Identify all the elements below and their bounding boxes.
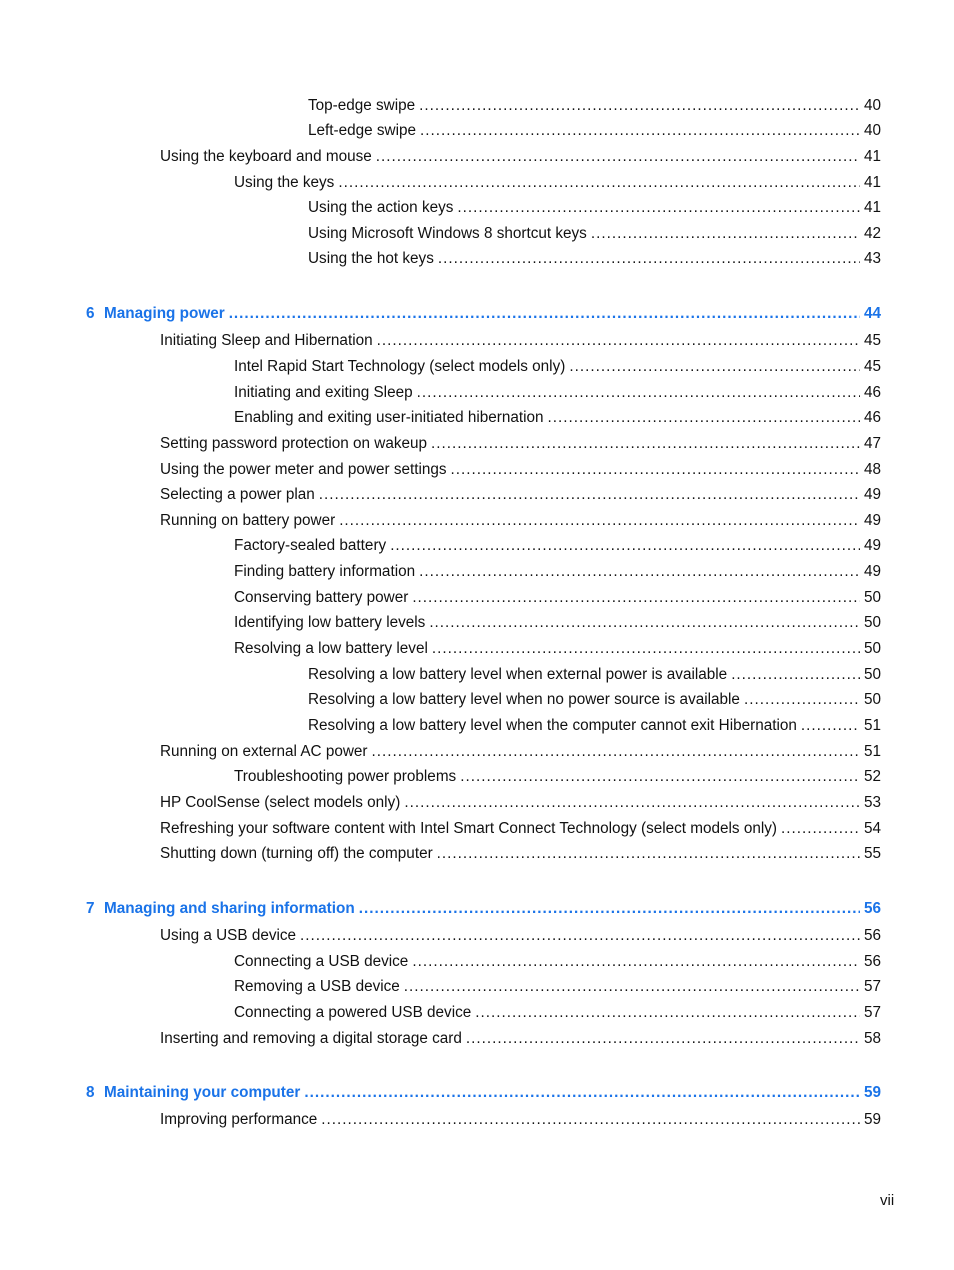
toc-entry-page: 41 xyxy=(863,148,881,165)
dot-leader xyxy=(359,899,860,919)
toc-entry-title: Improving performance xyxy=(160,1111,318,1128)
dot-leader xyxy=(437,844,860,864)
dot-leader xyxy=(548,408,860,428)
toc-entry[interactable] xyxy=(160,147,881,167)
dot-leader xyxy=(475,1003,860,1023)
dot-leader xyxy=(419,562,860,582)
toc-entry-page: 57 xyxy=(863,978,881,995)
toc-entry-page: 43 xyxy=(863,250,881,267)
toc-entry[interactable] xyxy=(160,511,881,531)
toc-entry[interactable] xyxy=(160,819,881,839)
dot-leader xyxy=(300,926,860,946)
toc-entry[interactable] xyxy=(160,434,881,454)
toc-entry-title: HP CoolSense (select models only) xyxy=(160,794,401,811)
chapter-number: 7 xyxy=(86,900,95,917)
toc-entry-title: Using the hot keys xyxy=(308,250,434,267)
toc-entry-title: Initiating and exiting Sleep xyxy=(234,384,413,401)
toc-chapter-page: 56 xyxy=(863,900,881,917)
toc-entry-title: Finding battery information xyxy=(234,563,416,580)
dot-leader xyxy=(304,1083,860,1103)
dot-leader xyxy=(412,952,860,972)
toc-entry-page: 41 xyxy=(863,174,881,191)
toc-entry-title: Identifying low battery levels xyxy=(234,614,426,631)
toc-entry[interactable] xyxy=(234,408,881,428)
toc-entry[interactable] xyxy=(234,767,881,787)
toc-entry-page: 42 xyxy=(863,225,881,242)
toc-chapter-title xyxy=(86,304,229,324)
toc-entry[interactable] xyxy=(160,926,881,946)
dot-leader xyxy=(338,173,860,193)
toc-entry-page: 48 xyxy=(863,461,881,478)
toc-entry[interactable] xyxy=(160,742,881,762)
chapter-title-text: Managing power xyxy=(104,305,225,322)
toc-entry-page: 46 xyxy=(863,409,881,426)
toc-entry[interactable] xyxy=(308,716,881,736)
dot-leader xyxy=(376,147,860,167)
toc-chapter-6[interactable] xyxy=(86,304,881,324)
dot-leader xyxy=(429,613,860,633)
toc-entry-page: 56 xyxy=(863,927,881,944)
toc-entry[interactable] xyxy=(234,977,881,997)
dot-leader xyxy=(420,121,860,141)
toc-entry[interactable] xyxy=(308,665,881,685)
toc-entry[interactable] xyxy=(308,121,881,141)
toc-entry-page: 46 xyxy=(863,384,881,401)
toc-entry-title: Setting password protection on wakeup xyxy=(160,435,428,452)
toc-entry-page: 51 xyxy=(863,717,881,734)
toc-entry[interactable] xyxy=(160,793,881,813)
dot-leader xyxy=(419,96,860,116)
toc-entry[interactable] xyxy=(160,460,881,480)
toc-entry-title: Removing a USB device xyxy=(234,978,400,995)
toc-entry-title: Using the keys xyxy=(234,174,335,191)
toc-entry-title: Selecting a power plan xyxy=(160,486,315,503)
toc-entry-title: Using a USB device xyxy=(160,927,297,944)
toc-entry-title: Refreshing your software content with Intel Smart Connect Technology (select models only) xyxy=(160,820,777,837)
chapter-number: 6 xyxy=(86,305,95,322)
toc-entry[interactable] xyxy=(234,613,881,633)
toc-entry-page: 55 xyxy=(863,845,881,862)
toc-chapter-8[interactable] xyxy=(86,1083,881,1103)
toc-entry-title: Connecting a powered USB device xyxy=(234,1004,472,1021)
toc-entry-title: Enabling and exiting user-initiated hibernation xyxy=(234,409,544,426)
toc-entry-title: Running on battery power xyxy=(160,512,336,529)
toc-entry-page: 49 xyxy=(863,512,881,529)
toc-entry-page: 54 xyxy=(863,820,881,837)
toc-entry-page: 47 xyxy=(863,435,881,452)
toc-entry-page: 40 xyxy=(863,97,881,114)
toc-entry-title: Left-edge swipe xyxy=(308,122,416,139)
toc-entry-page: 41 xyxy=(863,199,881,216)
toc-entry-title: Troubleshooting power problems xyxy=(234,768,457,785)
chapter-title-text: Maintaining your computer xyxy=(104,1084,301,1101)
toc-entry-title: Factory-sealed battery xyxy=(234,537,387,554)
dot-leader xyxy=(460,767,860,787)
toc-entry[interactable] xyxy=(160,1029,881,1049)
toc-entry[interactable] xyxy=(234,588,881,608)
toc-entry[interactable] xyxy=(234,1003,881,1023)
toc-entry-title: Conserving battery power xyxy=(234,589,409,606)
toc-entry-page: 51 xyxy=(863,743,881,760)
dot-leader xyxy=(457,198,860,218)
toc-entry-page: 50 xyxy=(863,589,881,606)
toc-entry[interactable] xyxy=(308,249,881,269)
toc-entry[interactable] xyxy=(234,357,881,377)
toc-entry[interactable] xyxy=(234,383,881,403)
toc-entry-title: Connecting a USB device xyxy=(234,953,409,970)
toc-entry-page: 40 xyxy=(863,122,881,139)
toc-entry-title: Resolving a low battery level xyxy=(234,640,428,657)
dot-leader xyxy=(781,819,860,839)
toc-entry-title: Top-edge swipe xyxy=(308,97,416,114)
dot-leader xyxy=(229,304,860,324)
dot-leader xyxy=(339,511,860,531)
dot-leader xyxy=(431,434,860,454)
toc-entry-title: Intel Rapid Start Technology (select models only) xyxy=(234,358,566,375)
toc-entry[interactable] xyxy=(308,198,881,218)
dot-leader xyxy=(744,690,860,710)
chapter-number: 8 xyxy=(86,1084,95,1101)
toc-entry[interactable] xyxy=(234,536,881,556)
toc-entry-title: Resolving a low battery level when no power source is available xyxy=(308,691,740,708)
dot-leader xyxy=(432,639,860,659)
toc-entry-title: Shutting down (turning off) the computer xyxy=(160,845,433,862)
toc-entry-page: 49 xyxy=(863,486,881,503)
dot-leader xyxy=(319,485,860,505)
dot-leader xyxy=(321,1110,860,1130)
toc-entry-title: Using the power meter and power settings xyxy=(160,461,447,478)
toc-entry-title: Resolving a low battery level when the computer cannot exit Hibernation xyxy=(308,717,797,734)
dot-leader xyxy=(372,742,860,762)
toc-entry-page: 53 xyxy=(863,794,881,811)
toc-entry[interactable] xyxy=(308,690,881,710)
toc-entry[interactable] xyxy=(234,952,881,972)
dot-leader xyxy=(569,357,860,377)
dot-leader xyxy=(591,224,860,244)
toc-entry[interactable] xyxy=(308,96,881,116)
toc-entry-page: 45 xyxy=(863,332,881,349)
dot-leader xyxy=(451,460,860,480)
toc-entry-title: Running on external AC power xyxy=(160,743,368,760)
toc-entry-page: 49 xyxy=(863,537,881,554)
toc-chapter-page: 59 xyxy=(863,1084,881,1101)
toc-entry[interactable] xyxy=(234,562,881,582)
toc-entry-page: 57 xyxy=(863,1004,881,1021)
toc-entry-page: 59 xyxy=(863,1111,881,1128)
toc-entry[interactable] xyxy=(160,485,881,505)
dot-leader xyxy=(466,1029,860,1049)
toc-entry-page: 50 xyxy=(863,666,881,683)
dot-leader xyxy=(404,977,860,997)
dot-leader xyxy=(731,665,860,685)
toc-entry-page: 49 xyxy=(863,563,881,580)
toc-chapter-title xyxy=(86,899,359,919)
toc-entry-title: Resolving a low battery level when external power is available xyxy=(308,666,728,683)
toc-entry-page: 52 xyxy=(863,768,881,785)
toc-entry[interactable] xyxy=(160,844,881,864)
toc-entry[interactable] xyxy=(160,1110,881,1130)
toc-entry-page: 58 xyxy=(863,1030,881,1047)
toc-entry-page: 56 xyxy=(863,953,881,970)
toc-entry[interactable] xyxy=(234,639,881,659)
dot-leader xyxy=(404,793,860,813)
toc-entry-title: Using the action keys xyxy=(308,199,454,216)
toc-entry-title: Using Microsoft Windows 8 shortcut keys xyxy=(308,225,587,242)
chapter-title-text: Managing and sharing information xyxy=(104,900,355,917)
page-number: vii xyxy=(880,1192,895,1209)
toc-entry-page: 45 xyxy=(863,358,881,375)
dot-leader xyxy=(377,331,860,351)
toc-entry-page: 50 xyxy=(863,640,881,657)
toc-entry-page: 50 xyxy=(863,614,881,631)
toc-entry-title: Using the keyboard and mouse xyxy=(160,148,372,165)
dot-leader xyxy=(390,536,860,556)
toc-entry-page: 50 xyxy=(863,691,881,708)
toc-entry[interactable] xyxy=(308,224,881,244)
toc-entry-title: Initiating Sleep and Hibernation xyxy=(160,332,373,349)
toc-chapter-page: 44 xyxy=(863,305,881,322)
toc-entry-title: Inserting and removing a digital storage card xyxy=(160,1030,462,1047)
toc-chapter-title xyxy=(86,1083,304,1103)
dot-leader xyxy=(417,383,860,403)
toc-chapter-7[interactable] xyxy=(86,899,881,919)
dot-leader xyxy=(801,716,860,736)
toc-entry[interactable] xyxy=(160,331,881,351)
toc-entry[interactable] xyxy=(234,173,881,193)
dot-leader xyxy=(412,588,860,608)
dot-leader xyxy=(438,249,860,269)
